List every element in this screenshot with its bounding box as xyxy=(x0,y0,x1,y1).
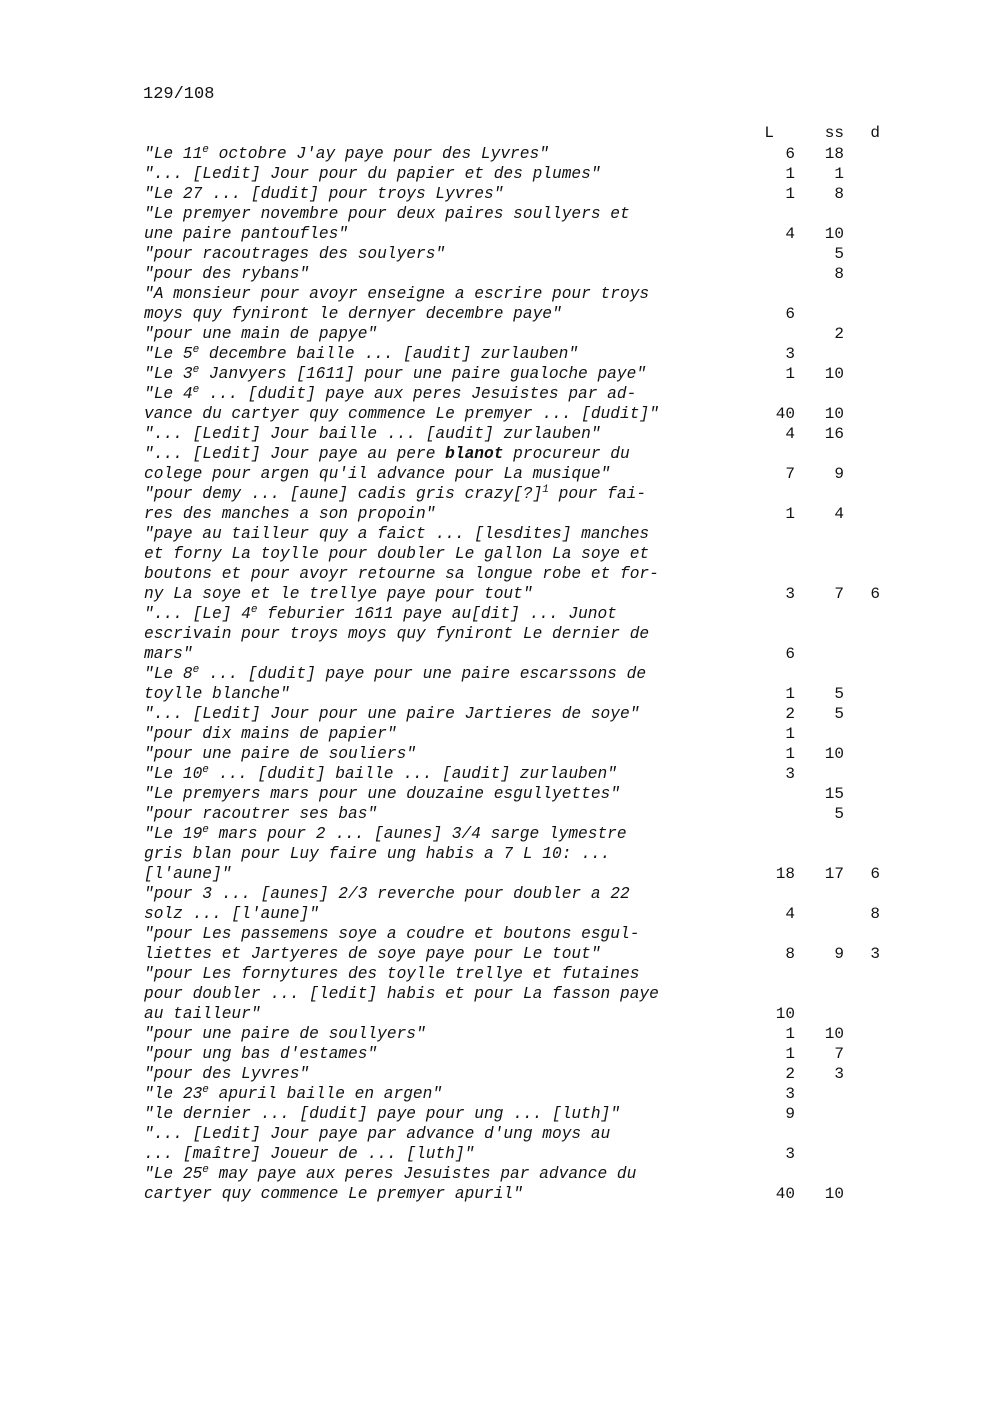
page-number: 129/108 xyxy=(143,85,215,104)
amount-livres: 1 xyxy=(785,685,795,703)
entry-line: "Le 5e decembre baille ... [audit] zurlauben" xyxy=(144,344,579,363)
column-header-sous: ss xyxy=(824,124,844,142)
amount-sous: 9 xyxy=(834,945,844,963)
superscript: e xyxy=(192,664,200,676)
entry-line: "... [Ledit] Jour baille ... [audit] zurlauben" xyxy=(144,425,601,443)
ledger-entry xyxy=(0,244,1000,264)
amount-sous: 8 xyxy=(834,185,844,203)
ledger-entry xyxy=(0,724,1000,744)
superscript: e xyxy=(202,824,209,836)
entry-text xyxy=(144,1084,744,1104)
entry-text xyxy=(144,164,744,184)
ledger-entry xyxy=(0,184,1000,204)
entry-text xyxy=(144,724,744,744)
entry-text xyxy=(144,264,744,284)
entry-line: vance du cartyer quy commence Le premyer ... [dudit]" xyxy=(144,405,659,423)
entry-line: "Le 25e may paye aux peres Jesuistes par advance du xyxy=(144,1164,637,1183)
entry-text xyxy=(144,784,744,804)
entry-text xyxy=(144,824,744,884)
entry-line: moys quy fyniront le dernyer decembre paye" xyxy=(144,305,562,323)
entry-line: "Le 10e ... [dudit] baille ... [audit] zurlauben" xyxy=(144,764,617,783)
amount-livres: 1 xyxy=(785,185,795,203)
entry-line: "pour Les fornytures des toylle trellye et futaines xyxy=(144,965,640,983)
ledger-entry xyxy=(0,1064,1000,1084)
amount-sous: 10 xyxy=(824,225,844,243)
ledger-entry xyxy=(0,1044,1000,1064)
ledger-entry xyxy=(0,384,1000,424)
ledger-entry xyxy=(0,824,1000,884)
amount-sous: 10 xyxy=(824,1025,844,1043)
entry-text xyxy=(144,964,744,1024)
entry-text xyxy=(144,604,744,664)
entry-line: "pour une main de papye" xyxy=(144,325,378,343)
amount-deniers: 6 xyxy=(870,585,880,603)
entry-line: "... [Ledit] Jour pour du papier et des plumes" xyxy=(144,165,601,183)
entry-line: solz ... [l'aune]" xyxy=(144,905,319,923)
superscript: e xyxy=(202,764,209,776)
ledger-entry xyxy=(0,1024,1000,1044)
amount-sous: 15 xyxy=(824,785,844,803)
entry-line: "... [Le] 4e feburier 1611 paye au[dit] ... Junot xyxy=(144,604,617,623)
entry-line: "Le 4e ... [dudit] paye aux peres Jesuistes par ad- xyxy=(144,384,637,403)
entry-text xyxy=(144,1024,744,1044)
bold-name: blanot xyxy=(445,445,504,463)
entry-line: "pour une paire de souliers" xyxy=(144,745,416,763)
amount-livres: 4 xyxy=(785,425,795,443)
entry-line: gris blan pour Luy faire ung habis a 7 L 10: ... xyxy=(144,845,611,863)
amount-livres: 1 xyxy=(785,1045,795,1063)
entry-line: "Le 8e ... [dudit] paye pour une paire escarssons de xyxy=(144,664,647,683)
amount-livres: 3 xyxy=(785,1085,795,1103)
entry-line: "... [Ledit] Jour paye par advance d'ung moys au xyxy=(144,1125,611,1143)
entry-line: [l'aune]" xyxy=(144,865,232,883)
entry-text xyxy=(144,1164,744,1204)
entry-line: "pour racoutrages des soulyers" xyxy=(144,245,446,263)
amount-livres: 4 xyxy=(785,905,795,923)
ledger-entry xyxy=(0,284,1000,324)
amount-livres: 6 xyxy=(785,145,795,163)
ledger-entry xyxy=(0,764,1000,784)
ledger-entry xyxy=(0,884,1000,924)
entry-line: "pour Les passemens soye a coudre et boutons esgul- xyxy=(144,925,640,943)
entry-text xyxy=(144,1044,744,1064)
entry-line: "le dernier ... [dudit] paye pour ung ... [luth]" xyxy=(144,1105,620,1123)
entry-line: pour doubler ... [ledit] habis et pour La fasson paye xyxy=(144,985,659,1003)
entry-text xyxy=(144,364,744,384)
ledger-entry xyxy=(0,364,1000,384)
amount-sous: 1 xyxy=(834,165,844,183)
superscript: e xyxy=(202,144,209,156)
entry-line: boutons et pour avoyr retourne sa longue robe et for- xyxy=(144,565,659,583)
amount-livres: 40 xyxy=(775,1185,795,1203)
column-header-livres: L xyxy=(764,124,774,142)
amount-livres: 2 xyxy=(785,705,795,723)
ledger-entry xyxy=(0,1164,1000,1204)
amount-sous: 7 xyxy=(834,585,844,603)
entry-text xyxy=(144,184,744,204)
ledger-entry xyxy=(0,964,1000,1024)
entry-line: "... [Ledit] Jour paye au pere blanot procureur du xyxy=(144,445,630,463)
entry-text xyxy=(144,324,744,344)
ledger-entry xyxy=(0,604,1000,664)
entry-line: "pour 3 ... [aunes] 2/3 reverche pour doubler a 22 xyxy=(144,885,630,903)
ledger-entry xyxy=(0,924,1000,964)
entry-text xyxy=(144,1124,744,1164)
amount-livres: 1 xyxy=(785,505,795,523)
entry-line: et forny La toylle pour doubler Le gallon La soye et xyxy=(144,545,650,563)
amount-livres: 3 xyxy=(785,585,795,603)
ledger-entry xyxy=(0,204,1000,244)
amount-livres: 9 xyxy=(785,1105,795,1123)
amount-livres: 18 xyxy=(775,865,795,883)
ledger-entry xyxy=(0,444,1000,484)
ledger-entry xyxy=(0,144,1000,164)
amount-livres: 3 xyxy=(785,765,795,783)
entry-line: au tailleur" xyxy=(144,1005,261,1023)
entry-line: "pour des rybans" xyxy=(144,265,310,283)
ledger-entry xyxy=(0,344,1000,364)
entry-line: cartyer quy commence Le premyer apuril" xyxy=(144,1185,523,1203)
amount-livres: 6 xyxy=(785,645,795,663)
column-header-deniers: d xyxy=(870,124,880,142)
entry-text xyxy=(144,144,744,164)
amount-sous: 18 xyxy=(824,145,844,163)
amount-livres: 1 xyxy=(785,745,795,763)
amount-livres: 4 xyxy=(785,225,795,243)
amount-deniers: 8 xyxy=(870,905,880,923)
amount-sous: 9 xyxy=(834,465,844,483)
entry-line: ... [maître] Joueur de ... [luth]" xyxy=(144,1145,475,1163)
ledger-entry xyxy=(0,1104,1000,1124)
ledger-entry xyxy=(0,664,1000,704)
amount-sous: 2 xyxy=(834,325,844,343)
amount-sous: 10 xyxy=(824,405,844,423)
entry-line: ny La soye et le trellye paye pour tout" xyxy=(144,585,533,603)
amount-livres: 3 xyxy=(785,345,795,363)
entry-text xyxy=(144,424,744,444)
amount-livres: 10 xyxy=(775,1005,795,1023)
amount-sous: 5 xyxy=(834,705,844,723)
entry-line: "Le premyers mars pour une douzaine esgullyettes" xyxy=(144,785,620,803)
superscript: e xyxy=(192,364,200,376)
entry-text xyxy=(144,344,744,364)
ledger-entry xyxy=(0,784,1000,804)
amount-sous: 5 xyxy=(834,805,844,823)
ledger-entry xyxy=(0,424,1000,444)
amount-deniers: 3 xyxy=(870,945,880,963)
superscript: e xyxy=(202,1164,209,1176)
ledger-entries xyxy=(0,144,1000,1204)
amount-livres: 1 xyxy=(785,365,795,383)
entry-line: res des manches a son propoin" xyxy=(144,505,436,523)
amount-sous: 5 xyxy=(834,685,844,703)
amount-sous: 17 xyxy=(824,865,844,883)
ledger-entry xyxy=(0,484,1000,524)
entry-text xyxy=(144,744,744,764)
amount-sous: 16 xyxy=(824,425,844,443)
entry-line: "pour ung bas d'estames" xyxy=(144,1045,378,1063)
entry-text xyxy=(144,924,744,964)
amount-sous: 10 xyxy=(824,745,844,763)
entry-text xyxy=(144,764,744,784)
amount-livres: 1 xyxy=(785,1025,795,1043)
amount-livres: 1 xyxy=(785,725,795,743)
amount-sous: 3 xyxy=(834,1065,844,1083)
entry-line: "le 23e apuril baille en argen" xyxy=(144,1084,443,1103)
entry-line: "A monsieur pour avoyr enseigne a escrire pour troys xyxy=(144,285,650,303)
superscript: e xyxy=(192,384,200,396)
amount-livres: 1 xyxy=(785,165,795,183)
entry-text xyxy=(144,384,744,424)
ledger-entry xyxy=(0,1124,1000,1164)
entry-line: "pour une paire de soullyers" xyxy=(144,1025,426,1043)
amount-livres: 40 xyxy=(775,405,795,423)
entry-line: une paire pantoufles" xyxy=(144,225,348,243)
superscript: 1 xyxy=(542,484,549,496)
amount-livres: 2 xyxy=(785,1065,795,1083)
entry-text xyxy=(144,524,744,604)
entry-line: mars" xyxy=(144,645,193,663)
ledger-entry xyxy=(0,704,1000,724)
entry-line: toylle blanche" xyxy=(144,685,290,703)
entry-text xyxy=(144,284,744,324)
amount-sous: 8 xyxy=(834,265,844,283)
entry-line: "pour racoutrer ses bas" xyxy=(144,805,378,823)
ledger-entry xyxy=(0,164,1000,184)
superscript: e xyxy=(250,604,258,616)
entry-text xyxy=(144,884,744,924)
ledger-entry xyxy=(0,804,1000,824)
ledger-entry xyxy=(0,1084,1000,1104)
entry-line: "pour dix mains de papier" xyxy=(144,725,397,743)
amount-livres: 7 xyxy=(785,465,795,483)
ledger-entry xyxy=(0,324,1000,344)
ledger-entry xyxy=(0,524,1000,604)
entry-text xyxy=(144,244,744,264)
amount-sous: 5 xyxy=(834,245,844,263)
entry-line: "Le 11e octobre J'ay paye pour des Lyvres" xyxy=(144,144,549,163)
entry-text xyxy=(144,1104,744,1124)
entry-line: "pour des Lyvres" xyxy=(144,1065,310,1083)
entry-line: "pour demy ... [aune] cadis gris crazy[?]$^1$ pour fai- xyxy=(144,484,647,503)
entry-line: liettes et Jartyeres de soye paye pour Le tout" xyxy=(144,945,601,963)
entry-line: colege pour argen qu'il advance pour La musique" xyxy=(144,465,611,483)
entry-line: "... [Ledit] Jour pour une paire Jartieres de soye" xyxy=(144,705,640,723)
entry-text xyxy=(144,1064,744,1084)
superscript: e xyxy=(192,344,200,356)
entry-text xyxy=(144,704,744,724)
amount-sous: 7 xyxy=(834,1045,844,1063)
entry-text xyxy=(144,204,744,244)
superscript: e xyxy=(202,1084,209,1096)
amount-livres: 8 xyxy=(785,945,795,963)
entry-text xyxy=(144,444,744,484)
amount-livres: 3 xyxy=(785,1145,795,1163)
amount-sous: 4 xyxy=(834,505,844,523)
amount-livres: 6 xyxy=(785,305,795,323)
entry-text xyxy=(144,484,744,524)
entry-line: "paye au tailleur quy a faict ... [lesdites] manches xyxy=(144,525,650,543)
amount-sous: 10 xyxy=(824,1185,844,1203)
amount-sous: 10 xyxy=(824,365,844,383)
entry-text xyxy=(144,664,744,704)
entry-line: "Le 27 ... [dudit] pour troys Lyvres" xyxy=(144,185,504,203)
ledger-entry xyxy=(0,744,1000,764)
entry-line: "Le 19e mars pour 2 ... [aunes] 3/4 sarge lymestre xyxy=(144,824,627,843)
entry-line: "Le premyer novembre pour deux paires soullyers et xyxy=(144,205,630,223)
entry-text xyxy=(144,804,744,824)
ledger-entry xyxy=(0,264,1000,284)
amount-deniers: 6 xyxy=(870,865,880,883)
entry-line: escrivain pour troys moys quy fyniront Le dernier de xyxy=(144,625,650,643)
entry-line: "Le 3e Janvyers [1611] pour une paire gualoche paye" xyxy=(144,364,647,383)
